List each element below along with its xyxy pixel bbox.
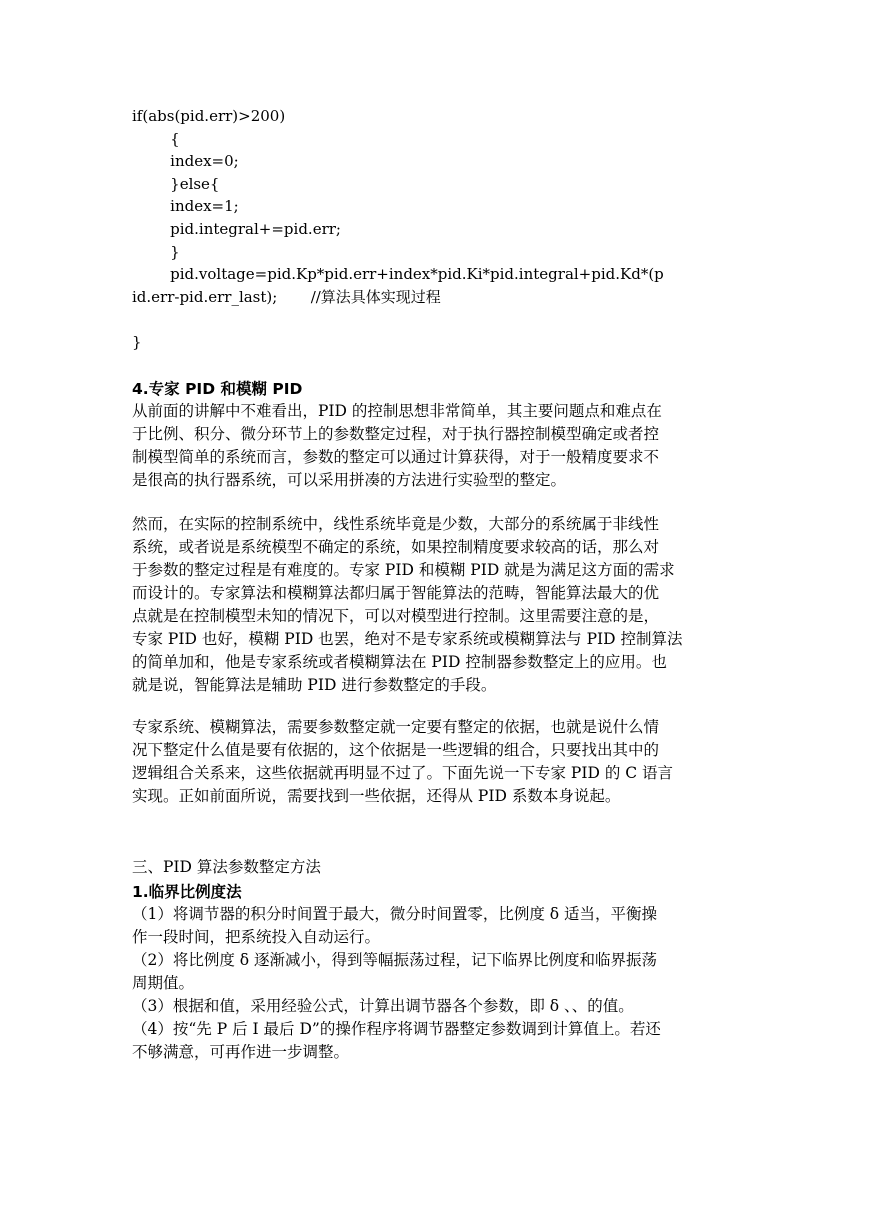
paragraph-line: 专家系统、模糊算法，需要参数整定就一定要有整定的依据，也就是说什么情 xyxy=(132,718,660,736)
paragraph-line: 逻辑组合关系来，这些依据就再明显不过了。下面先说一下专家 PID 的 C 语言 xyxy=(132,764,674,782)
code-line: } xyxy=(132,332,142,351)
paragraph-line: 实现。正如前面所说，需要找到一些依据，还得从 PID 系数本身说起。 xyxy=(132,787,621,805)
paragraph-line: 专家 PID 也好，模糊 PID 也罢，绝对不是专家系统或模糊算法与 PID 控制算法 xyxy=(132,630,683,648)
paragraph-line: 就是说，智能算法是辅助 PID 进行参数整定的手段。 xyxy=(132,676,497,694)
paragraph xyxy=(132,513,742,697)
list-item: （2）将比例度 δ 逐渐减小，得到等幅振荡过程，记下临界比例度和临界振荡 xyxy=(132,951,658,969)
code-line: pid.integral+=pid.err; xyxy=(132,219,341,238)
code-line: id.err-pid.err_last); //算法具体实现过程 xyxy=(132,287,441,306)
paragraph-line: 系统，或者说是系统模型不确定的系统，如果控制精度要求较高的话，那么对 xyxy=(132,538,660,556)
code-line: if(abs(pid.err)>200) xyxy=(132,107,286,125)
paragraph-line: 是很高的执行器系统，可以采用拼凑的方法进行实验型的整定。 xyxy=(132,471,567,489)
code-line: index=1; xyxy=(132,197,239,216)
paragraph-line: 的简单加和，他是专家系统或者模糊算法在 PID 控制器参数整定上的应用。也 xyxy=(132,653,667,671)
list-item: （4）按“先 P 后 I 最后 D”的操作程序将调节器整定参数调到计算值上。若还 xyxy=(132,1020,661,1038)
code-line xyxy=(132,308,752,331)
section-heading: 4.专家 PID 和模糊 PID xyxy=(132,380,303,398)
paragraph-line: 点就是在控制模型未知的情况下，可以对模型进行控制。这里需要注意的是， xyxy=(132,607,660,625)
paragraph xyxy=(132,716,742,808)
code-line: index=0; xyxy=(132,152,239,171)
paragraph xyxy=(132,400,742,492)
list-item: （1）将调节器的积分时间置于最大，微分时间置零，比例度 δ 适当，平衡操 xyxy=(132,905,658,923)
list-item: 不够满意，可再作进一步调整。 xyxy=(132,1043,350,1061)
paragraph-line: 于参数的整定过程是有难度的。专家 PID 和模糊 PID 就是为满足这方面的需求 xyxy=(132,561,675,579)
section-title xyxy=(132,856,742,879)
list-item: 作一段时间，把系统投入自动运行。 xyxy=(132,928,381,946)
code-line: { xyxy=(132,129,180,148)
code-line: } xyxy=(132,242,180,261)
paragraph-line: 于比例、积分、微分环节上的参数整定过程，对于执行器控制模型确定或者控 xyxy=(132,425,660,443)
section-title-text: 三、PID 算法参数整定方法 xyxy=(132,858,321,876)
code-line: pid.voltage=pid.Kp*pid.err+index*pid.Ki*pid.integral+pid.Kd*(p xyxy=(132,265,664,284)
paragraph-line: 制模型简单的系统而言，参数的整定可以通过计算获得，对于一般精度要求不 xyxy=(132,448,660,466)
numbered-list xyxy=(132,903,742,1064)
list-item: 周期值。 xyxy=(132,974,195,992)
paragraph-line: 从前面的讲解中不难看出，PID 的控制思想非常简单，其主要问题点和难点在 xyxy=(132,402,662,420)
paragraph-line: 然而，在实际的控制系统中，线性系统毕竟是少数，大部分的系统属于非线性 xyxy=(132,515,660,533)
paragraph-line: 而设计的。专家算法和模糊算法都归属于智能算法的范畴，智能算法最大的优 xyxy=(132,584,660,602)
sub-heading: 1.临界比例度法 xyxy=(132,883,242,901)
code-block xyxy=(132,105,752,354)
paragraph-line: 况下整定什么值是要有依据的，这个依据是一些逻辑的组合，只要找出其中的 xyxy=(132,741,660,759)
list-item: （3）根据和值，采用经验公式，计算出调节器各个参数，即 δ 、、的值。 xyxy=(132,997,634,1015)
code-line: }else{ xyxy=(132,174,220,193)
